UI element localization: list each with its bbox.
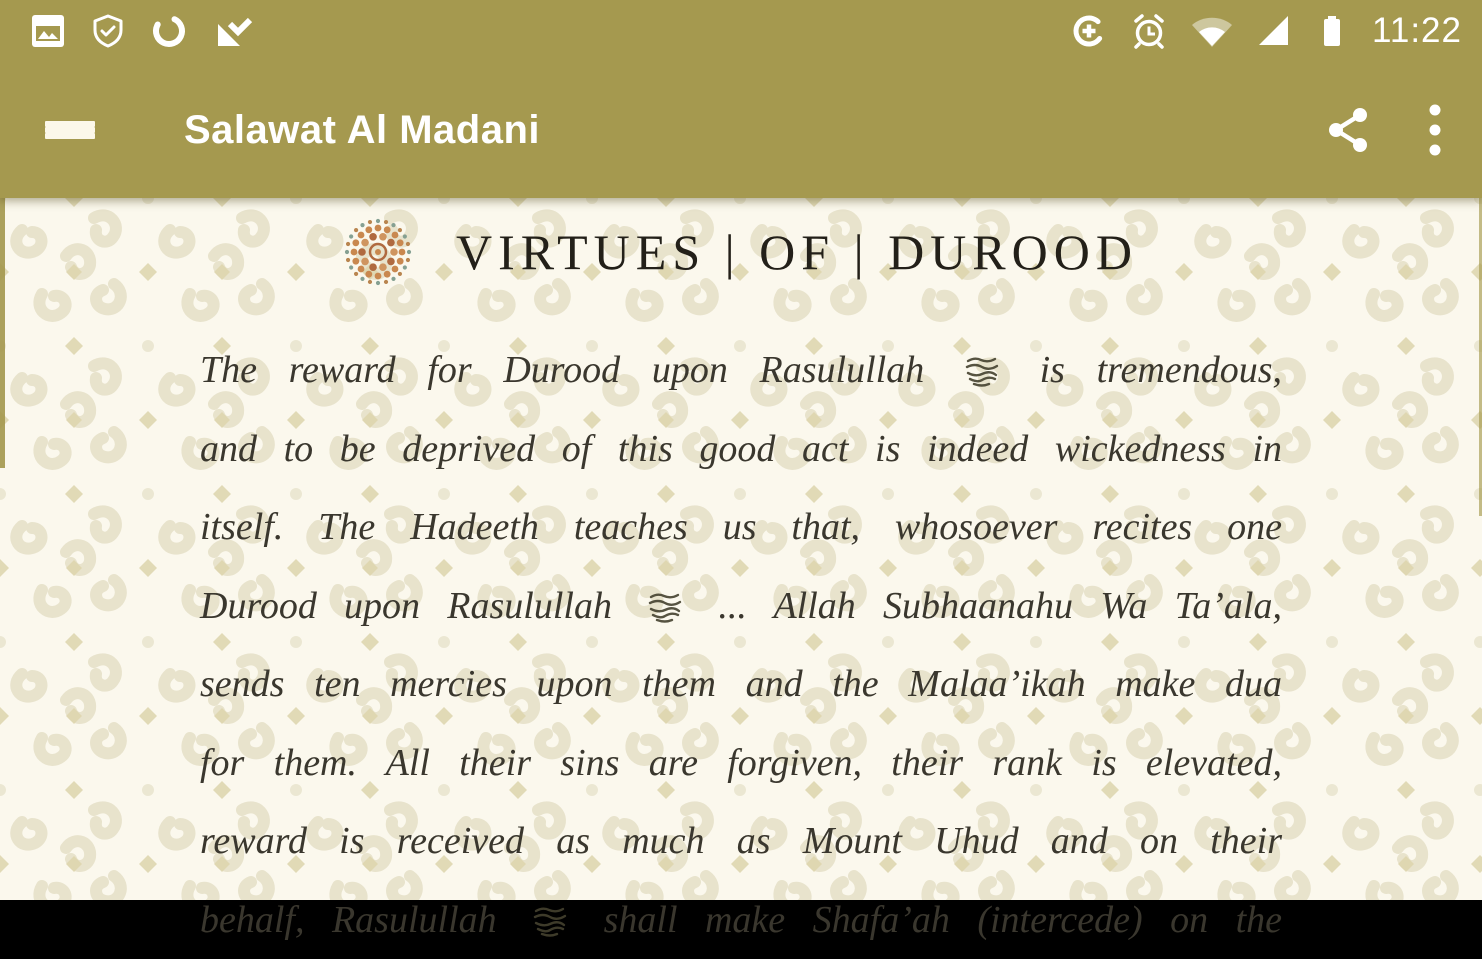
battery-icon bbox=[1314, 11, 1350, 51]
content-scroll-area[interactable] bbox=[0, 198, 1482, 900]
paragraph-line: and to be deprived of this good act is indeed wickedness in bbox=[200, 410, 1282, 489]
paragraph-line: itself. The Hadeeth teaches us that, whosoever recites one bbox=[200, 488, 1282, 567]
signal-icon bbox=[1256, 13, 1292, 49]
sync-icon bbox=[150, 12, 188, 50]
shield-check-icon bbox=[90, 13, 126, 49]
paragraph-line: behalf, Rasulullah shall make Shafa’ah (intercede) on the bbox=[200, 881, 1282, 959]
paragraph-line: reward is received as much as Mount Uhud and on their bbox=[200, 802, 1282, 881]
photo-icon bbox=[30, 13, 66, 49]
page-heading: VIRTUES | OF | DUROOD bbox=[456, 223, 1138, 281]
status-bar-system-icons bbox=[1070, 11, 1462, 51]
app-bar bbox=[0, 62, 1482, 198]
wifi-icon bbox=[1190, 13, 1234, 49]
alarm-icon bbox=[1130, 12, 1168, 50]
status-time: 11:22 bbox=[1372, 11, 1462, 51]
data-saver-icon bbox=[1070, 12, 1108, 50]
status-bar bbox=[0, 0, 1482, 62]
app-bar-actions bbox=[1324, 102, 1442, 158]
sallallahu-calligraphy-icon bbox=[964, 356, 1000, 386]
paragraph-line: for them. All their sins are forgiven, their rank is elevated, bbox=[200, 724, 1282, 803]
sallallahu-calligraphy-icon bbox=[532, 906, 568, 936]
page-heading-row bbox=[0, 206, 1482, 298]
status-bar-notification-icons bbox=[30, 12, 252, 50]
overflow-menu-icon[interactable] bbox=[1428, 102, 1442, 158]
share-icon[interactable] bbox=[1324, 104, 1372, 156]
paragraph-line: sends ten mercies upon them and the Malaa’ikah make dua bbox=[200, 645, 1282, 724]
rosette-medallion-icon bbox=[344, 218, 412, 286]
hamburger-menu-icon[interactable] bbox=[44, 109, 96, 151]
paragraph bbox=[200, 331, 1282, 959]
paragraph-line: Durood upon Rasulullah ... Allah Subhaanahu Wa Ta’ala, bbox=[200, 567, 1282, 646]
flag-check-icon bbox=[212, 12, 252, 50]
app-title: Salawat Al Madani bbox=[184, 108, 540, 153]
sallallahu-calligraphy-icon bbox=[647, 592, 683, 622]
paragraph-line: The reward for Durood upon Rasulullah is tremendous, bbox=[200, 331, 1282, 410]
